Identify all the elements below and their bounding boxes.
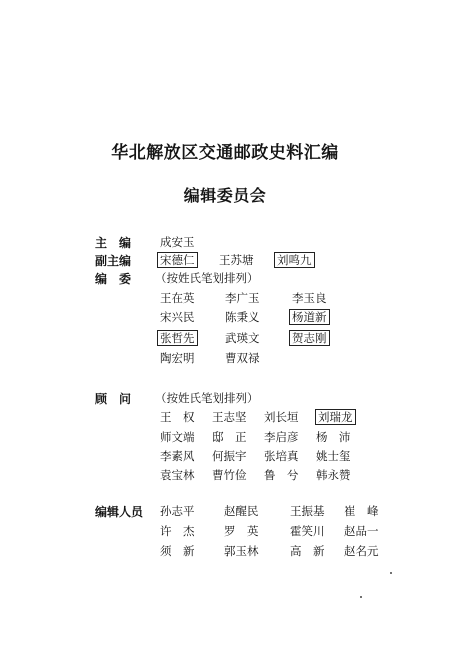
deputy-editor-name — [160, 252, 198, 268]
scan-speck — [390, 572, 392, 574]
member-name: 武瑛文 — [225, 331, 260, 345]
page-title: 华北解放区交通邮政史料汇编 — [111, 143, 339, 163]
staff-name: 赵名元 — [344, 544, 379, 558]
staff-name: 霍笑川 — [290, 524, 325, 538]
deputy-editor-name: 王苏塘 — [219, 253, 254, 267]
staff-name: 郭玉林 — [224, 544, 259, 558]
editorial-members-note: （按姓氏笔划排列） — [155, 271, 259, 285]
member-name: 李玉良 — [292, 291, 327, 305]
member-name: 王在英 — [160, 291, 195, 305]
advisors-label: 顾 问 — [95, 392, 132, 406]
advisor-name: 李启彦 — [264, 430, 299, 444]
advisor-name: 邸 正 — [212, 430, 247, 444]
staff-name: 赵醒民 — [224, 504, 259, 518]
staff-name: 许 杰 — [160, 524, 195, 538]
member-name: 陶宏明 — [160, 351, 195, 365]
staff-name: 罗 英 — [224, 524, 259, 538]
advisor-name: 张培真 — [264, 449, 299, 463]
advisor-name — [318, 409, 356, 425]
boxed-name: 刘鸣九 — [274, 252, 315, 268]
member-name: 曹双禄 — [225, 351, 260, 365]
member-name: 李广玉 — [225, 291, 260, 305]
member-name — [292, 330, 330, 346]
staff-name: 孙志平 — [160, 504, 195, 518]
member-name — [292, 309, 330, 325]
staff-name: 须 新 — [160, 544, 195, 558]
member-name — [160, 330, 198, 346]
editorial-members-label: 编 委 — [95, 272, 132, 286]
boxed-name: 贺志刚 — [289, 330, 330, 346]
scan-speck — [360, 596, 362, 598]
section-title: 编辑委员会 — [183, 186, 267, 205]
advisor-name: 刘长垣 — [264, 410, 299, 424]
deputy-editor-name — [277, 252, 315, 268]
editorial-staff-label: 编辑人员 — [95, 505, 144, 519]
advisor-name: 杨 沛 — [316, 430, 351, 444]
advisor-name: 姚士玺 — [316, 449, 351, 463]
boxed-name: 宋德仁 — [157, 252, 198, 268]
advisor-name: 师文端 — [160, 430, 195, 444]
advisor-name: 袁宝林 — [160, 468, 195, 482]
boxed-name: 杨道新 — [289, 309, 330, 325]
advisor-name: 王 权 — [160, 410, 195, 424]
staff-name: 崔 峰 — [344, 504, 379, 518]
boxed-name: 张哲先 — [157, 330, 198, 346]
member-name: 陈秉义 — [225, 310, 260, 324]
staff-name: 赵品一 — [344, 524, 379, 538]
staff-name: 王振基 — [290, 504, 325, 518]
deputy-editor-label: 副主编 — [95, 254, 132, 268]
advisor-name: 李素风 — [160, 449, 195, 463]
staff-name: 高 新 — [290, 544, 325, 558]
member-name: 宋兴民 — [160, 310, 195, 324]
advisor-name: 曹竹俭 — [212, 468, 247, 482]
advisor-name: 韩永赞 — [316, 468, 351, 482]
chief-editor-name: 成安玉 — [160, 235, 195, 249]
advisor-name: 王志坚 — [212, 410, 247, 424]
advisor-name: 鲁 兮 — [264, 468, 299, 482]
chief-editor-label: 主 编 — [95, 236, 132, 250]
boxed-name: 刘瑞龙 — [315, 409, 356, 425]
advisors-note: （按姓氏笔划排列） — [155, 391, 259, 405]
advisor-name: 何振宇 — [212, 449, 247, 463]
